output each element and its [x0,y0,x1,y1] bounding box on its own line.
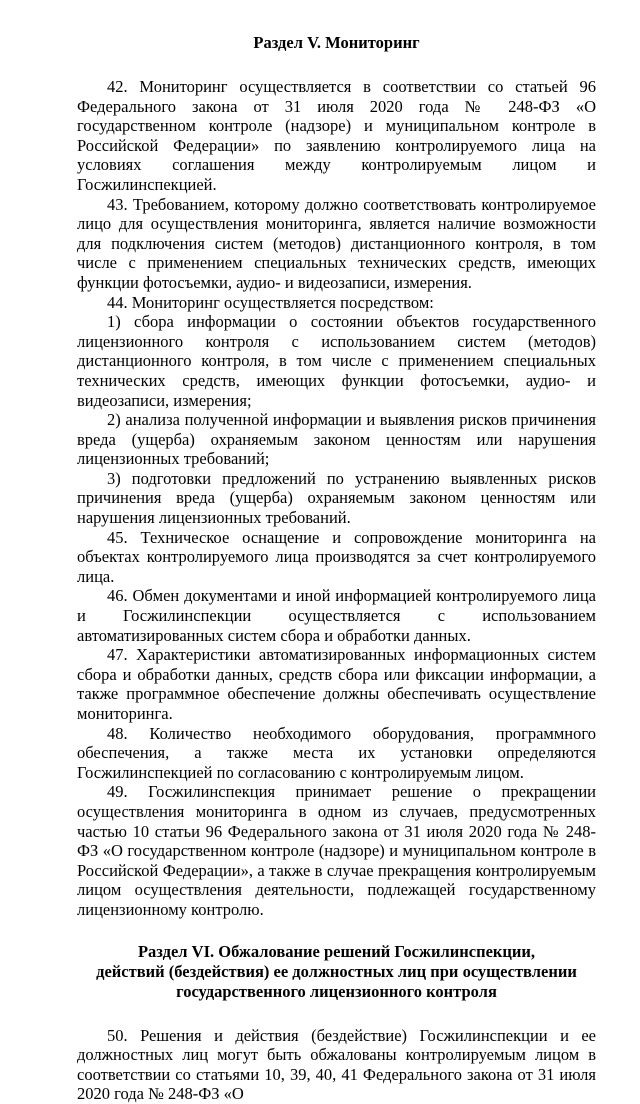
section-5-heading: Раздел V. Мониторинг [253,33,420,52]
paragraph-44: 44. Мониторинг осуществляется посредством: [107,292,434,312]
paragraph-47: 47. Характеристики автоматизированных информационных систем сбора и обработки данных, средств сбора или фиксации информации, а также программное обеспечение должны обеспечивать осуществление мониторинга. [77,645,596,723]
paragraph-45: 45. Техническое оснащение и сопровождение мониторинга на объектах контролируемого лица производятся за счет контролируемого лица. [77,527,596,586]
paragraph-43: 43. Требованием, которому должно соответствовать контролируемое лицо для осуществления мониторинга, является наличие возможности для подключения систем (методов) дистанционного контроля, в том числе с применением специальных технических средств, имеющих функции фотосъемки, аудио- и видеозаписи, измерения. [77,194,596,292]
section-6-body [77,1026,596,1104]
section-6-heading-line-2: действий (бездействия) ее должностных лиц при осуществлении [96,961,577,981]
paragraph-44-item-2: 2) анализа полученной информации и выявления рисков причинения вреда (ущерба) охраняемым законом ценностям или нарушения лицензионных требований; [77,410,596,469]
paragraph-44-item-3: 3) подготовки предложений по устранению выявленных рисков причинения вреда (ущерба) охраняемым законом ценностям или нарушения лицензионных требований. [77,468,596,528]
paragraph-50: 50. Решения и действия (бездействие) Госжилинспекции и ее должностных лиц могут быть обжалованы контролируемым лицом в соответствии со статьями 10, 39, 40, 41 Федерального закона от 31 июля 2020 года № 248-ФЗ «О [77,1025,596,1104]
section-6-heading [77,942,596,1002]
paragraph-46: 46. Обмен документами и иной информацией контролируемого лица и Госжилинспекции осуществляется с использованием автоматизированных систем сбора и обработки данных. [77,586,596,645]
paragraph-49: 49. Госжилинспекция принимает решение о прекращении осуществления мониторинга в одном из случаев, предусмотренных частью 10 статьи 96 Федерального закона от 31 июля 2020 года № 248-ФЗ «О государственном контроле (надзоре) и муниципальном контроле в Российской Федерации», а также в случае прекращения контролируемым лицом осуществления деятельности, подлежащей государственному лицензионному контролю. [77,782,596,919]
section-6-heading-line-1: Раздел VI. Обжалование решений Госжилинспекции, [137,941,536,961]
paragraph-44-item-1: 1) сбора информации о состоянии объектов государственного лицензионного контроля с использованием систем (методов) дистанционного контроля, в том числе с применением специальных технических средств, имеющих функции фотосъемки, аудио- и видеозаписи, измерения; [77,312,596,410]
paragraph-48: 48. Количество необходимого оборудования, программного обеспечения, а также места их установки определяются Госжилинспекцией по согласованию с контролируемым лицом. [77,723,596,782]
section-6-heading-line-3: государственного лицензионного контроля [176,981,497,1001]
paragraph-42: 42. Мониторинг осуществляется в соответствии со статьей 96 Федерального закона от 31 июля 2020 года № 248-ФЗ «О государственном контроле (надзоре) и муниципальном контроле в Российской Федерации» по заявлению контролируемого лица на условиях соглашения между контролируемым лицом и Госжилинспекцией. [77,77,596,194]
section-5-body [77,77,596,920]
